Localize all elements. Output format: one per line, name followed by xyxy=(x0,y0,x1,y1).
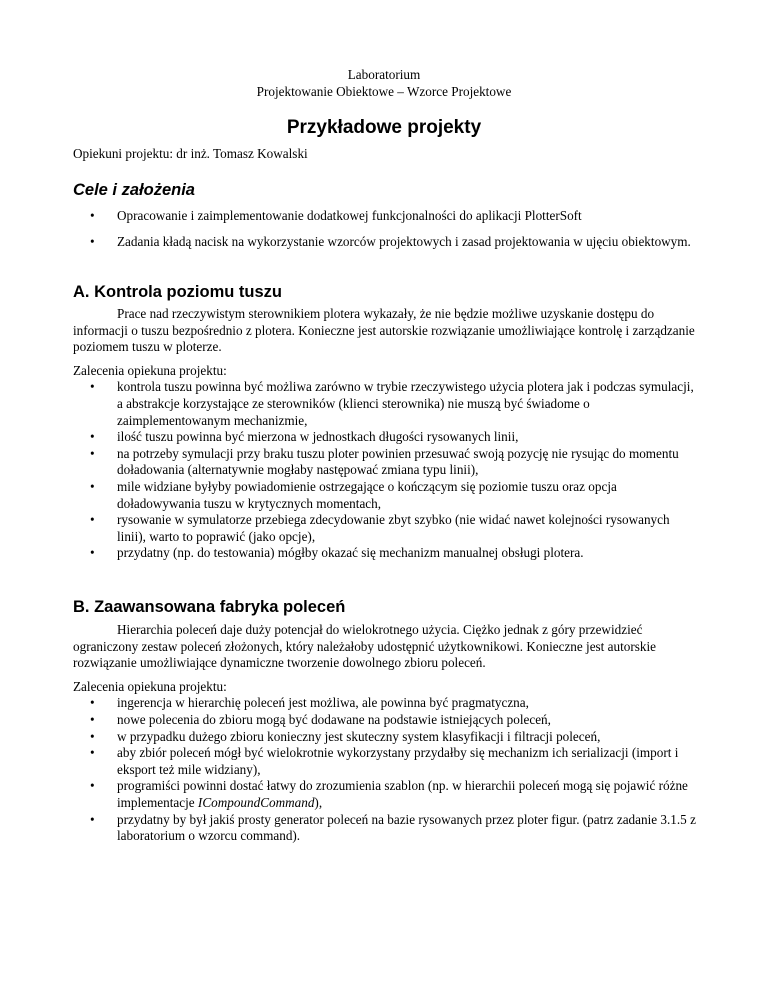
section-b-heading: B. Zaawansowana fabryka poleceń xyxy=(73,598,346,616)
list-item: • mile widziane byłyby powiadomienie ostrzegające o kończącym się poziomie tuszu oraz opcja doładowywania tuszu w krytycznych momentach, xyxy=(90,478,617,511)
section-b-intro: Hierarchia poleceń daje duży potencjał do wielokrotnego użycia. Ciężko jednak z góry przewidzieć ograniczony zestaw poleceń złożonych, który należałoby udostępnić użytkownikowi. Konieczne jest autorskie rozwiązanie umożliwiające dynamiczne tworzenie dowolnego zbioru poleceń. xyxy=(73,622,656,671)
list-item: • na potrzeby symulacji przy braku tuszu ploter powinien przesuwać swoją pozycję nie rysując do momentu doładowania (alternatywnie mogłaby następować zmiana typu linii), xyxy=(90,445,679,478)
list-item: • kontrola tuszu powinna być możliwa zarówno w trybie rzeczywistego użycia plotera jak i podczas symulacji, a abstrakcje korzystające ze sterowników (klienci sterownika) nie muszą być świadome o zaimplementowanym mechanizmie, xyxy=(90,379,694,428)
page-title: Przykładowe projekty xyxy=(286,117,482,138)
section-b-recs-label: Zalecenia opiekuna projektu: xyxy=(73,678,227,694)
list-item: • Opracowanie i zaimplementowanie dodatkowej funkcjonalności do aplikacji PlotterSoft xyxy=(90,208,582,223)
bullet-icon: • xyxy=(90,745,95,761)
header-line-course: Projektowanie Obiektowe – Wzorce Projektowe xyxy=(256,84,512,99)
bullet-icon: • xyxy=(90,811,95,827)
bullet-icon: • xyxy=(90,208,95,223)
section-a-intro: Prace nad rzeczywistym sterownikiem plotera wykazały, że nie będzie możliwe uzyskanie dostępu do informacji o tuszu bezpośrednio z plotera. Konieczne jest autorskie rozwiązanie umożliwiające kontrolę i zarządzanie poziomem tuszu w ploterze. xyxy=(73,306,695,355)
compound-command-interface: ICompoundCommand xyxy=(197,794,315,810)
list-item: • przydatny (np. do testowania) mógłby okazać się mechanizm manualnej obsługi plotera. xyxy=(90,545,584,561)
section-b xyxy=(73,622,698,845)
goals-list xyxy=(73,208,698,250)
supervisors-line: Opiekuni projektu: dr inż. Tomasz Kowalski xyxy=(73,146,308,161)
bullet-icon: • xyxy=(90,545,95,561)
goals-heading: Cele i założenia xyxy=(73,181,195,199)
bullet-icon: • xyxy=(90,778,95,794)
section-a-heading: A. Kontrola poziomu tuszu xyxy=(73,283,282,301)
bullet-icon: • xyxy=(90,478,95,494)
document-header xyxy=(0,66,768,100)
list-item: • w przypadku dużego zbioru konieczny jest skuteczny system klasyfikacji i filtracji poleceń, xyxy=(90,728,601,744)
bullet-icon: • xyxy=(90,445,95,461)
bullet-icon: • xyxy=(90,233,95,249)
bullet-icon: • xyxy=(90,728,95,744)
bullet-icon: • xyxy=(90,429,95,445)
bullet-icon: • xyxy=(90,711,95,727)
list-item: • nowe polecenia do zbioru mogą być dodawane na podstawie istniejących poleceń, xyxy=(90,711,551,727)
bullet-icon: • xyxy=(90,379,95,395)
section-a xyxy=(73,306,698,562)
list-item: • Zadania kładą nacisk na wykorzystanie wzorców projektowych i zasad projektowania w ujęciu obiektowym. xyxy=(90,233,691,249)
header-line-lab: Laboratorium xyxy=(347,67,421,82)
section-a-list xyxy=(73,379,698,562)
list-item: • ingerencja w hierarchię poleceń jest możliwa, ale powinna być pragmatyczna, xyxy=(90,695,529,711)
bullet-icon: • xyxy=(90,695,95,711)
section-a-recs-label: Zalecenia opiekuna projektu: xyxy=(73,362,227,378)
bullet-icon: • xyxy=(90,512,95,528)
list-item: • przydatny by był jakiś prosty generator poleceń na bazie rysowanych przez ploter figur. (patrz zadanie 3.1.5 z laboratorium o wzorcu command). xyxy=(90,811,696,844)
list-item: • ilość tuszu powinna być mierzona w jednostkach długości rysowanych linii, xyxy=(90,429,519,445)
list-item: • rysowanie w symulatorze przebiega zdecydowanie zbyt szybko (nie widać nawet kolejności rysowanych linii), warto to poprawić (jako opcje), xyxy=(90,512,670,544)
list-item: • programiści powinni dostać łatwy do zrozumienia szablon (np. w hierarchii poleceń mogą się pojawić różne implementacje ICompoundCommand), xyxy=(90,778,688,810)
section-b-list xyxy=(73,695,698,844)
goals-section xyxy=(73,208,698,259)
list-item: • aby zbiór poleceń mógł być wielokrotnie wykorzystany przydałby się mechanizm ich serializacji (import i eksport też mile widziany), xyxy=(90,745,679,777)
